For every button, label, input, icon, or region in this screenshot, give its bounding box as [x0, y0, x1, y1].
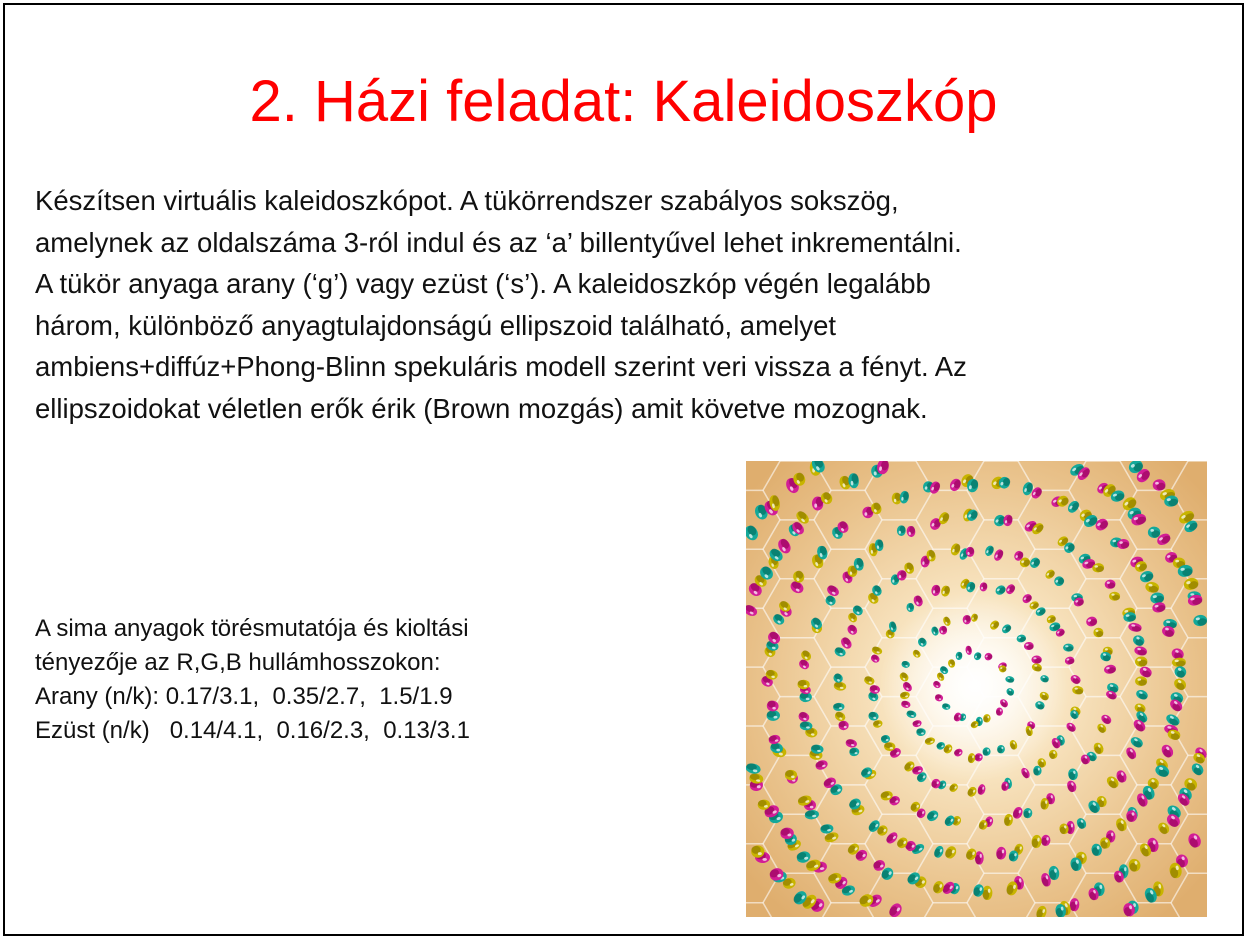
slide-title: 2. Házi feladat: Kaleidoszkóp	[249, 69, 998, 134]
task-line: ambiens+diffúz+Phong-Blinn spekuláris modell szerint veri vissza a fényt. Az	[35, 351, 967, 382]
material-line: A sima anyagok törésmutatója és kioltási	[35, 615, 469, 642]
task-description	[35, 180, 1220, 429]
material-line: Ezüst (n/k) 0.14/4.1, 0.16/2.3, 0.13/3.1	[35, 717, 470, 744]
material-line: tényezője az R,G,B hullámhosszokon:	[35, 649, 441, 676]
ellipsoid-reflection	[798, 680, 810, 690]
task-line: Készítsen virtuális kaleidoszkópot. A tükörrendszer szabályos sokszög,	[35, 185, 899, 216]
task-line: három, különböző anyagtulajdonságú ellipszoid található, amelyet	[35, 309, 837, 341]
slide	[3, 3, 1244, 936]
task-line: amelynek az oldalszáma 3-ról indul és az ‘a’ billentyűvel lehet inkrementálni.	[35, 226, 962, 258]
kaleidoscope-picture	[746, 461, 1207, 917]
task-line: ellipszoidokat véletlen erők érik (Brown mozgás) amit követve mozognak.	[35, 392, 928, 424]
material-constants	[35, 612, 470, 748]
ellipsoid-reflection	[1063, 644, 1074, 652]
task-line: A tükör anyaga arany (‘g’) vagy ezüst (‘s’). A kaleidoszkóp végén legalább	[35, 268, 931, 299]
material-line: Arany (n/k): 0.17/3.1, 0.35/2.7, 1.5/1.9	[35, 683, 453, 710]
ellipsoid-reflection	[1109, 592, 1120, 601]
ellipsoid-reflection	[963, 615, 971, 624]
kaleidoscope-render-image	[746, 461, 1207, 917]
